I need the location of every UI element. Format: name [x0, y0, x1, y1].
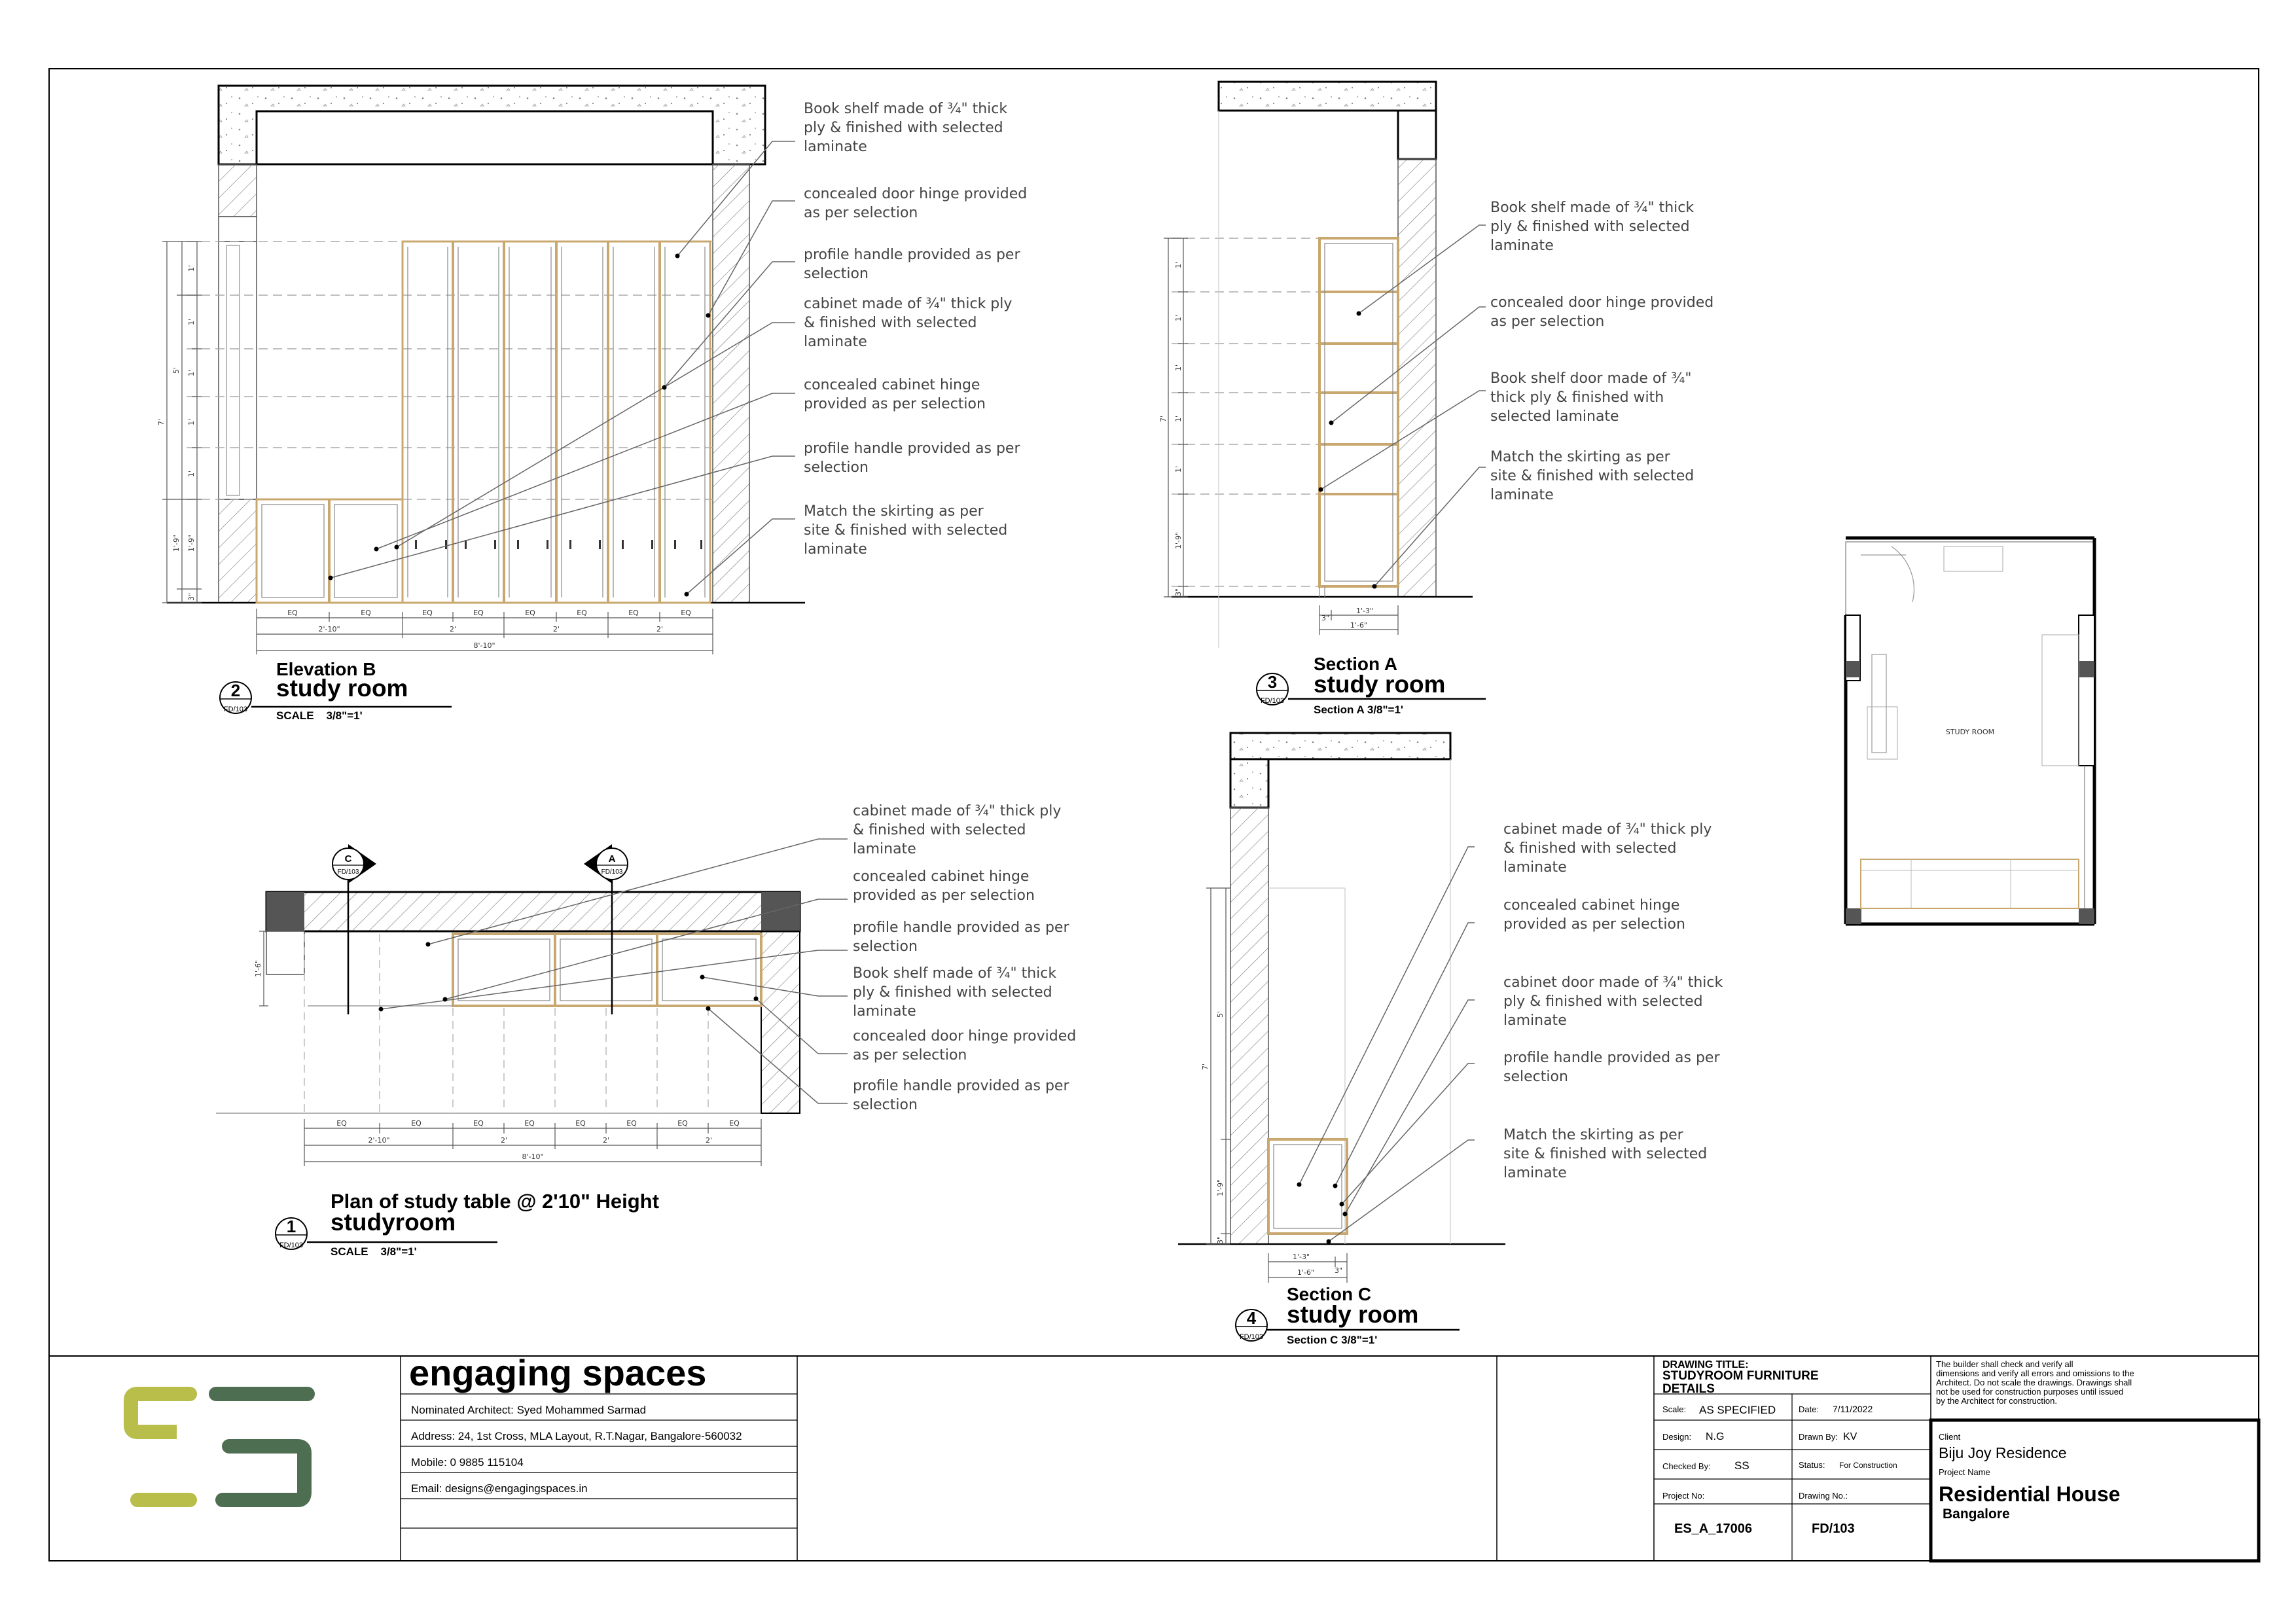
dim-label: 5': [172, 366, 181, 374]
dim-label: EQ: [628, 609, 639, 617]
dim-label: 1'-3": [1355, 607, 1374, 615]
dim-label: 8'-10": [522, 1152, 544, 1161]
elevation-b-scale: SCALE 3/8"=1': [276, 709, 363, 722]
firm-email: Email: designs@engagingspaces.in: [411, 1482, 588, 1495]
elevation-b-labels: [157, 101, 1027, 722]
drawing-no-label: Drawing No.:: [1799, 1491, 1848, 1501]
disclaimer-line: not be used for construction purposes until issued: [1936, 1387, 2124, 1397]
dim-label: 2': [552, 625, 560, 633]
dim-label: EQ: [729, 1119, 740, 1128]
note-line: concealed cabinet hinge: [1503, 897, 1680, 914]
note-line: as per selection: [1490, 313, 1605, 330]
note-line: cabinet made of ¾" thick ply: [804, 296, 1013, 312]
design-value: N.G: [1706, 1431, 1725, 1442]
note-line: selection: [804, 459, 869, 476]
section-a-subtitle: study room: [1314, 671, 1446, 698]
note-line: site & finished with selected: [1490, 468, 1695, 484]
dim-label: 1'-9": [1174, 531, 1183, 550]
status-label: Status:: [1799, 1460, 1825, 1470]
dim-label: 2': [449, 625, 457, 633]
dim-label: 1'-3": [1292, 1253, 1310, 1261]
scale-label: Scale:: [1662, 1404, 1687, 1414]
dim-label: EQ: [473, 1119, 484, 1128]
note-line: profile handle provided as per: [853, 1078, 1069, 1094]
note-line: Book shelf made of ¾" thick: [804, 101, 1008, 117]
note-line: provided as per selection: [1503, 916, 1685, 933]
disclaimer-line: Architect. Do not scale the drawings. Drawings shall: [1936, 1378, 2132, 1387]
dim-label: 7': [1201, 1063, 1210, 1071]
firm-name: engaging spaces: [409, 1352, 707, 1393]
note-line: ply & finished with selected: [853, 984, 1052, 1001]
dim-label: 1': [187, 318, 196, 326]
section-c-number: 4: [1246, 1308, 1257, 1328]
dim-label: EQ: [524, 1119, 535, 1128]
section-marker-a-ref: FD/103: [601, 868, 623, 876]
section-marker-c: [332, 844, 376, 883]
note-line: profile handle provided as per: [804, 247, 1020, 263]
elevation-b-ref: FD/103: [223, 705, 248, 713]
dim-label: EQ: [626, 1119, 637, 1128]
note-line: Match the skirting as per: [804, 503, 984, 520]
dim-label: 1'-6": [1297, 1268, 1315, 1277]
note-line: selection: [804, 266, 869, 282]
dim-label: EQ: [677, 1119, 688, 1128]
dim-label: 5': [1216, 1010, 1225, 1018]
key-plan-drawing: [1846, 538, 2094, 924]
dim-label: 1': [1174, 465, 1183, 473]
section-a-title: Section A: [1314, 654, 1398, 674]
note-line: ply & finished with selected: [804, 120, 1003, 136]
dim-label: EQ: [575, 1119, 586, 1128]
disclaimer-line: The builder shall check and verify all: [1936, 1359, 2073, 1369]
dim-label: 1': [1174, 314, 1183, 322]
note-line: laminate: [1490, 238, 1554, 254]
note-line: selected laminate: [1490, 408, 1619, 425]
project-no-label: Project No:: [1662, 1491, 1705, 1501]
note-line: cabinet made of ¾" thick ply: [853, 803, 1062, 819]
note-line: profile handle provided as per: [853, 919, 1069, 936]
note-line: Book shelf door made of ¾": [1490, 370, 1692, 387]
checked-value: SS: [1734, 1459, 1749, 1472]
dim-label: 2': [656, 625, 664, 633]
plan-notes: [853, 803, 1076, 1113]
note-line: ply & finished with selected: [1490, 219, 1690, 235]
elevation-b-title: Elevation B: [276, 659, 376, 679]
note-line: & finished with selected: [853, 822, 1026, 838]
dim-label: EQ: [336, 1119, 347, 1128]
dim-label: 1': [187, 470, 196, 478]
dim-label: 1': [187, 264, 196, 272]
note-line: site & finished with selected: [1503, 1146, 1708, 1162]
note-line: concealed door hinge provided: [804, 186, 1028, 202]
client-value: Biju Joy Residence: [1939, 1444, 2067, 1461]
note-line: laminate: [804, 139, 867, 155]
note-line: selection: [853, 1097, 918, 1113]
note-line: cabinet door made of ¾" thick: [1503, 974, 1723, 991]
plan-scale: SCALE 3/8"=1': [331, 1245, 417, 1258]
section-c-title: Section C: [1287, 1284, 1372, 1304]
section-c-ref: FD/103: [1239, 1333, 1264, 1341]
note-line: concealed cabinet hinge: [853, 868, 1030, 885]
note-line: & finished with selected: [1503, 840, 1677, 857]
dim-label: 1'-9": [187, 534, 196, 552]
status-value: For Construction: [1839, 1461, 1897, 1470]
client-label: Client: [1939, 1432, 1961, 1442]
dim-label: EQ: [411, 1119, 422, 1128]
note-line: laminate: [853, 1003, 916, 1020]
plan-title: Plan of study table @ 2'10" Height: [331, 1190, 659, 1213]
scale-value: AS SPECIFIED: [1699, 1404, 1776, 1416]
note-line: thick ply & finished with: [1490, 389, 1664, 406]
note-line: concealed door hinge provided: [1490, 294, 1714, 311]
dim-label: 1'-9": [1216, 1179, 1225, 1197]
note-line: site & finished with selected: [804, 522, 1008, 539]
plan-subtitle: studyroom: [331, 1209, 456, 1236]
plan-number: 1: [286, 1217, 296, 1236]
section-marker-a: [584, 844, 628, 883]
disclaimer-line: dimensions and verify all errors and omissions to the: [1936, 1368, 2134, 1378]
note-line: Match the skirting as per: [1503, 1127, 1683, 1143]
dim-label: 3": [1334, 1266, 1343, 1275]
note-line: laminate: [804, 541, 867, 558]
note-line: laminate: [1503, 859, 1567, 876]
elevation-b-notes: [804, 101, 1027, 558]
section-a-scale: Section A 3/8"=1': [1314, 704, 1403, 716]
note-line: ply & finished with selected: [1503, 993, 1703, 1010]
section-a-number: 3: [1267, 672, 1278, 692]
plan-drawing: [216, 839, 848, 1249]
note-line: laminate: [1503, 1012, 1567, 1029]
dim-label: 1'-6": [1350, 621, 1368, 630]
drawn-label: Drawn By:: [1799, 1432, 1838, 1442]
plan-ref: FD/103: [279, 1241, 304, 1249]
firm-logo: [131, 1394, 308, 1500]
architect-name: Nominated Architect: Syed Mohammed Sarmad: [411, 1404, 647, 1416]
note-line: laminate: [804, 334, 867, 350]
note-line: selection: [1503, 1069, 1568, 1085]
dim-label: EQ: [577, 609, 587, 617]
elevation-b-drawing: [162, 86, 805, 713]
dim-label: 7': [157, 418, 166, 426]
section-a-ref: FD/103: [1260, 697, 1285, 705]
note-line: selection: [853, 938, 918, 955]
dim-label: 2'-10": [318, 625, 340, 633]
design-label: Design:: [1662, 1432, 1692, 1442]
note-line: concealed cabinet hinge: [804, 377, 980, 393]
date-value: 7/11/2022: [1833, 1404, 1873, 1414]
dim-label: 1'-6": [254, 959, 262, 978]
note-line: laminate: [1503, 1165, 1567, 1181]
drawn-value: KV: [1843, 1431, 1857, 1442]
project-name-value: Residential House: [1939, 1482, 2121, 1506]
note-line: provided as per selection: [804, 396, 986, 412]
section-marker-c-ref: FD/103: [337, 868, 359, 876]
project-no-value: ES_A_17006: [1674, 1522, 1752, 1536]
plan-dimensions: [254, 960, 740, 1161]
checked-label: Checked By:: [1662, 1461, 1711, 1471]
dim-label: 1': [1174, 364, 1183, 372]
section-a-notes: [1490, 200, 1713, 503]
dim-label: EQ: [681, 609, 691, 617]
section-c-drawing: [1178, 733, 1505, 1341]
elevation-b-subtitle: study room: [276, 675, 408, 702]
elevation-b-number: 2: [230, 681, 241, 700]
note-line: laminate: [853, 841, 916, 857]
dim-label: 3": [1174, 588, 1183, 597]
dim-label: 7': [1159, 415, 1168, 423]
section-c-scale: Section C 3/8"=1': [1287, 1334, 1378, 1346]
title-block-text: [409, 1352, 2134, 1536]
dim-label: 2': [602, 1136, 610, 1145]
dim-label: EQ: [361, 609, 371, 617]
firm-mobile: Mobile: 0 9885 115104: [411, 1456, 524, 1469]
note-line: profile handle provided as per: [804, 440, 1020, 457]
note-line: concealed door hinge provided: [853, 1028, 1077, 1044]
dim-label: 3": [1321, 614, 1330, 622]
section-c-labels: [1201, 821, 1723, 1346]
dim-label: 8'-10": [473, 641, 495, 650]
disclaimer-line: by the Architect for construction.: [1936, 1396, 2057, 1406]
note-line: Book shelf made of ¾" thick: [853, 965, 1057, 982]
dim-label: EQ: [422, 609, 433, 617]
dim-label: 3": [1216, 1236, 1225, 1245]
key-plan-room-label: STUDY ROOM: [1945, 728, 1995, 736]
section-c-dimensions: [1201, 1011, 1342, 1277]
section-marker-c-letter: C: [344, 853, 352, 865]
dim-label: 1': [187, 418, 196, 426]
drawing-title-line2: DETAILS: [1662, 1382, 1715, 1396]
note-line: provided as per selection: [853, 887, 1035, 904]
dim-label: 1'-9": [172, 534, 181, 552]
date-label: Date:: [1799, 1404, 1820, 1414]
section-c-subtitle: study room: [1287, 1301, 1419, 1328]
note-line: Match the skirting as per: [1490, 449, 1670, 465]
note-line: profile handle provided as per: [1503, 1050, 1720, 1066]
section-c-notes: [1503, 821, 1723, 1181]
dim-label: 3": [187, 592, 196, 601]
note-line: as per selection: [804, 205, 918, 221]
firm-address: Address: 24, 1st Cross, MLA Layout, R.T.Nagar, Bangalore-560032: [411, 1430, 742, 1442]
sheet-border: [49, 69, 2259, 1561]
dim-label: EQ: [473, 609, 484, 617]
dim-label: 1': [187, 369, 196, 377]
project-location: Bangalore: [1943, 1507, 2010, 1522]
note-line: Book shelf made of ¾" thick: [1490, 200, 1695, 216]
drawing-no-value: FD/103: [1812, 1522, 1855, 1536]
project-name-label: Project Name: [1939, 1467, 1990, 1477]
dim-label: 2'-10": [368, 1136, 390, 1145]
plan-labels: [254, 803, 1076, 1258]
dim-label: EQ: [525, 609, 535, 617]
title-block: [49, 1356, 2259, 1561]
note-line: as per selection: [853, 1047, 967, 1063]
note-line: laminate: [1490, 487, 1554, 503]
note-line: & finished with selected: [804, 315, 977, 331]
dim-label: 1': [1174, 261, 1183, 269]
dim-label: 1': [1174, 415, 1183, 423]
section-a-drawing: [1164, 82, 1486, 705]
drawing-title-label: DRAWING TITLE:: [1662, 1359, 1749, 1370]
dim-label: 2': [705, 1136, 713, 1145]
section-marker-a-letter: A: [608, 853, 616, 865]
note-line: cabinet made of ¾" thick ply: [1503, 821, 1712, 838]
dim-label: 2': [500, 1136, 508, 1145]
drawing-title-line1: STUDYROOM FURNITURE: [1662, 1369, 1819, 1383]
dim-label: EQ: [287, 609, 298, 617]
